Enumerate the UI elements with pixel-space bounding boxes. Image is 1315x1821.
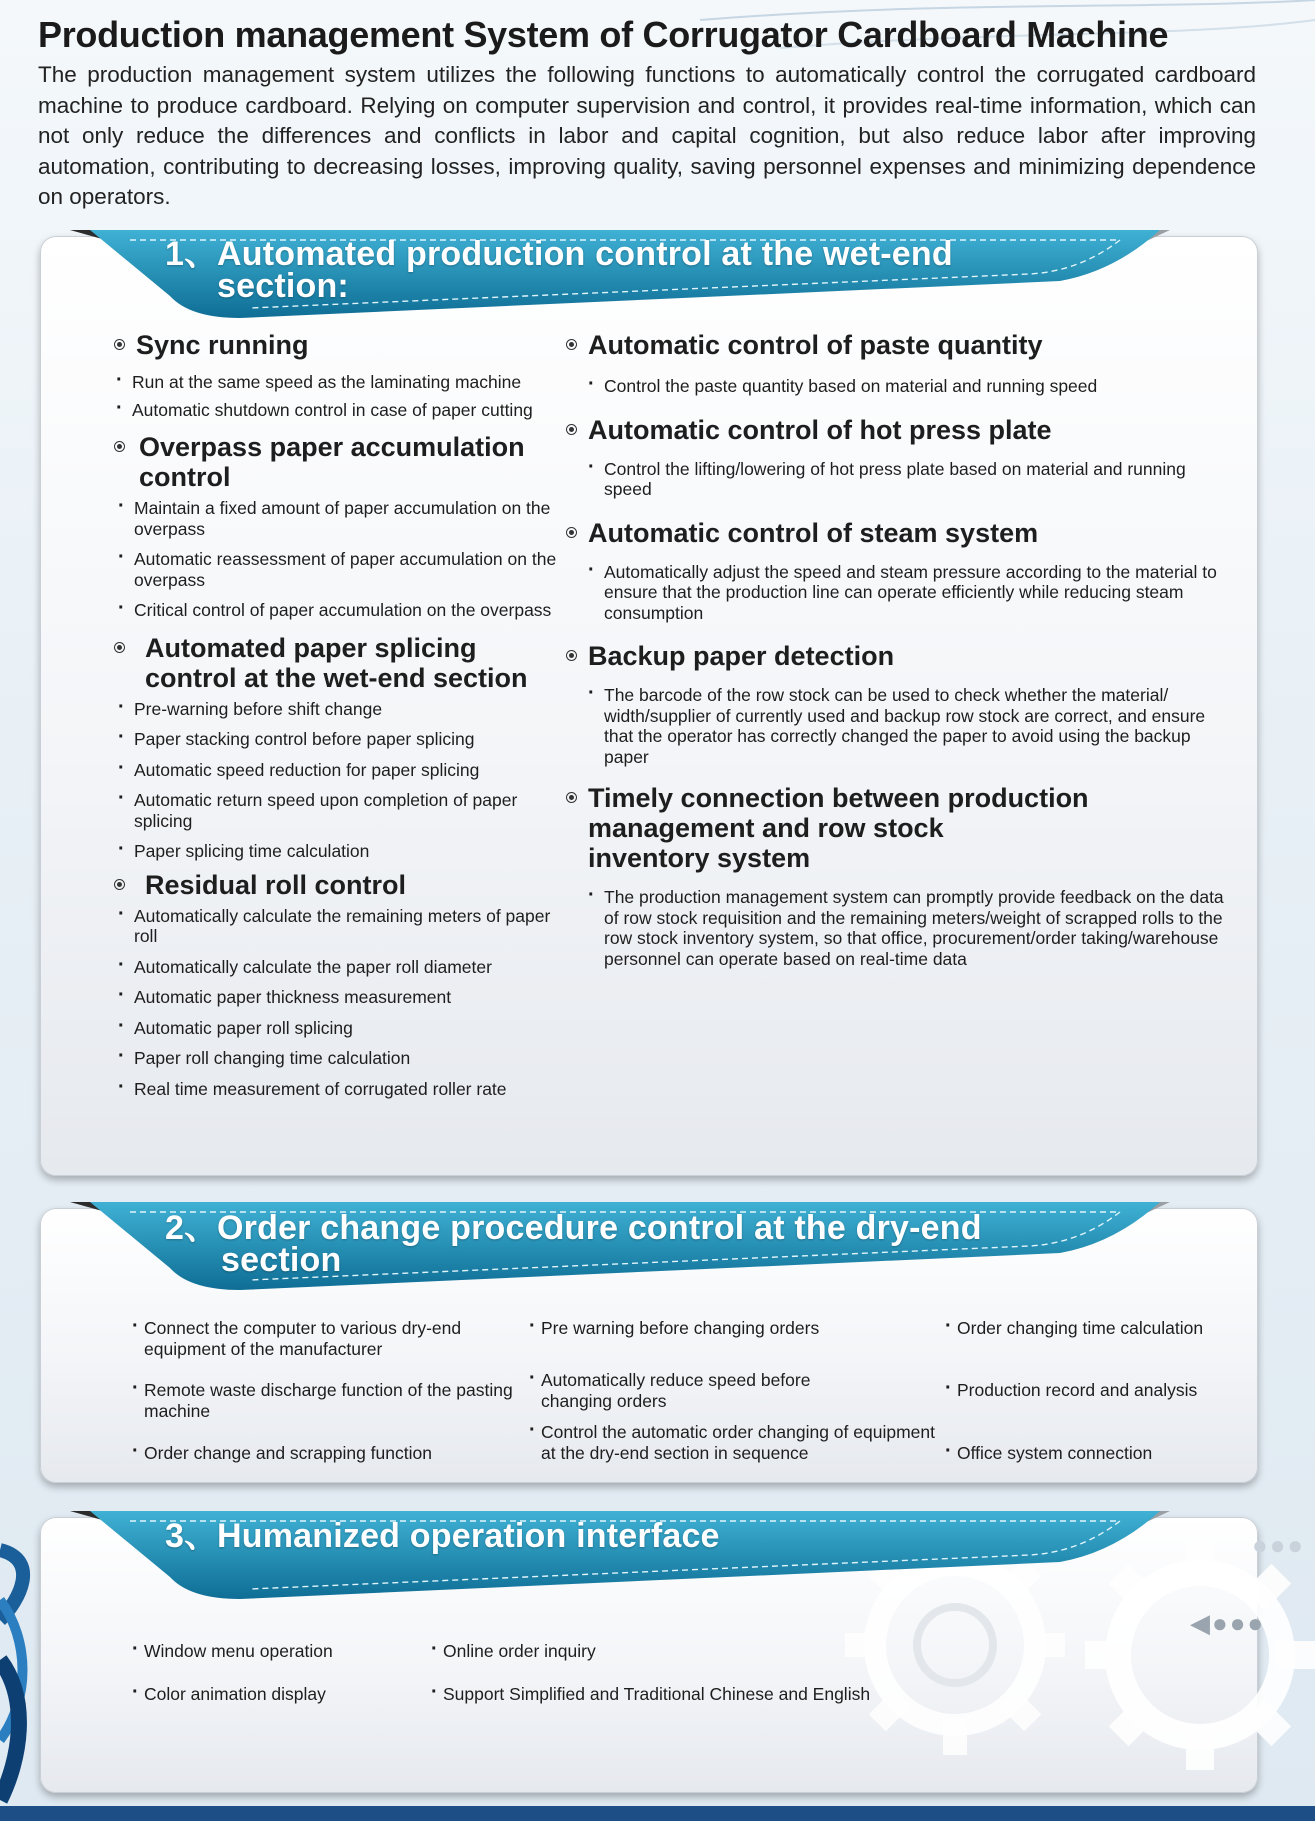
splicing-list: [114, 699, 564, 862]
section-1-title: 1、Automated production control at the wet-end section:: [165, 235, 953, 305]
sync-running-heading: Sync running: [114, 330, 564, 360]
list-item: · Automatic return speed upon completion of paper splicing: [116, 790, 564, 831]
section-2-item: · Order change and scrapping function: [132, 1443, 514, 1464]
ring-bullet-icon: [114, 441, 125, 452]
splicing-heading: Automated paper splicing control at the wet-end section: [114, 633, 564, 693]
page-title: Production management System of Corrugator Cardboard Machine: [38, 14, 1169, 55]
paste-quantity-list: [566, 376, 1236, 397]
section-2-number: 2、: [165, 1209, 219, 1247]
list-item: · Automatic paper roll splicing: [116, 1018, 564, 1039]
ring-bullet-icon: [114, 879, 125, 890]
section-1-left-column: [114, 330, 564, 1099]
list-item: · Automatic paper thickness measurement: [116, 987, 564, 1008]
list-item: · Automatically calculate the remaining meters of paper roll: [116, 906, 564, 947]
section-2-item: · Automatically reduce speed before changing orders: [529, 1370, 871, 1411]
list-item: · Critical control of paper accumulation on the overpass: [116, 600, 564, 621]
ring-bullet-icon: [566, 527, 577, 538]
ring-bullet-icon: [566, 339, 577, 350]
ring-bullet-icon: [114, 339, 125, 350]
section-2-item: · Production record and analysis: [945, 1380, 1247, 1401]
intro-paragraph: The production management system utilizes the following functions to automatically control the corrugated cardboard machine to produce cardboard. Relying on computer supervision and control, it provides real-time information, which can not only reduce the differences and conflicts in labor and capital cognition, but also reduce labor after improving automation, contributing to decreasing losses, improving quality, saving personnel expenses and minimizing dependence on operators.: [38, 62, 1256, 209]
hot-press-heading: Automatic control of hot press plate: [566, 415, 1236, 445]
list-item: · Automatic speed reduction for paper splicing: [116, 760, 564, 781]
list-item: · The barcode of the row stock can be used to check whether the material/ width/supplier of currently used and backup row stock are correct, and ensure that the operator has correctly changed the paper to avoid using the backup paper: [586, 685, 1236, 767]
overpass-heading: Overpass paper accumulation control: [114, 432, 564, 492]
dots-icon: ◀●●●: [1190, 1608, 1266, 1638]
list-item: · Paper splicing time calculation: [116, 841, 564, 862]
backup-paper-list: [566, 685, 1236, 767]
section-2-item: · Control the automatic order changing of equipment at the dry-end section in sequence: [529, 1422, 941, 1463]
section-2-item: · Order changing time calculation: [945, 1318, 1247, 1339]
section-1-number: 1、: [165, 235, 219, 273]
residual-roll-heading: Residual roll control: [114, 870, 564, 900]
list-item: · Automatically calculate the paper roll diameter: [116, 957, 564, 978]
dots-icon: ●●●: [1252, 1530, 1306, 1560]
list-item: · Maintain a fixed amount of paper accumulation on the overpass: [116, 498, 564, 539]
section-3-item: · Color animation display: [132, 1684, 424, 1705]
list-item: · Pre-warning before shift change: [116, 699, 564, 720]
residual-roll-list: [114, 906, 564, 1100]
list-item: · Automatic reassessment of paper accumulation on the overpass: [116, 549, 564, 590]
ring-bullet-icon: [566, 424, 577, 435]
list-item: · Control the lifting/lowering of hot press plate based on material and running speed: [586, 459, 1236, 500]
list-item: · Automatic shutdown control in case of paper cutting: [114, 400, 564, 421]
section-2-title: 2、Order change procedure control at the dry-end section: [165, 1209, 982, 1279]
timely-connection-list: [566, 887, 1236, 969]
steam-system-heading: Automatic control of steam system: [566, 518, 1236, 548]
section-1-right-column: [566, 330, 1236, 969]
section-3-item: · Support Simplified and Traditional Chinese and English: [431, 1684, 963, 1705]
list-item: · Control the paste quantity based on material and running speed: [586, 376, 1236, 397]
section-3-item: · Window menu operation: [132, 1641, 424, 1662]
list-item: · Automatically adjust the speed and steam pressure according to the material to ensure that the production line can operate efficiently while reducing steam consumption: [586, 562, 1236, 624]
ring-bullet-icon: [566, 650, 577, 661]
list-item: · Real time measurement of corrugated roller rate: [116, 1079, 564, 1100]
steam-system-list: [566, 562, 1236, 624]
list-item: · The production management system can promptly provide feedback on the data of row stock requisition and the remaining meters/weight of scrapped rolls to the row stock inventory system, so that office, procurement/order taking/warehouse personnel can operate based on real-time data: [586, 887, 1236, 969]
section-3-item: · Online order inquiry: [431, 1641, 963, 1662]
section-2-item: · Remote waste discharge function of the pasting machine: [132, 1380, 514, 1421]
sync-running-list: [114, 372, 564, 420]
ring-bullet-icon: [566, 792, 577, 803]
section-2-item: · Connect the computer to various dry-end equipment of the manufacturer: [132, 1318, 514, 1359]
section-2-item: · Pre warning before changing orders: [529, 1318, 941, 1339]
list-item: · Run at the same speed as the laminating machine: [114, 372, 564, 393]
timely-connection-heading: Timely connection between production management and row stock inventory system: [566, 783, 1236, 873]
list-item: · Paper stacking control before paper splicing: [116, 729, 564, 750]
paste-quantity-heading: Automatic control of paste quantity: [566, 330, 1236, 360]
hot-press-list: [566, 459, 1236, 500]
overpass-list: [114, 498, 564, 621]
backup-paper-heading: Backup paper detection: [566, 641, 1236, 671]
section-3-title: 3、Humanized operation interface: [165, 1517, 720, 1555]
section-2-item: · Office system connection: [945, 1443, 1247, 1464]
ring-bullet-icon: [114, 642, 125, 653]
list-item: · Paper roll changing time calculation: [116, 1048, 564, 1069]
section-3-number: 3、: [165, 1517, 219, 1555]
